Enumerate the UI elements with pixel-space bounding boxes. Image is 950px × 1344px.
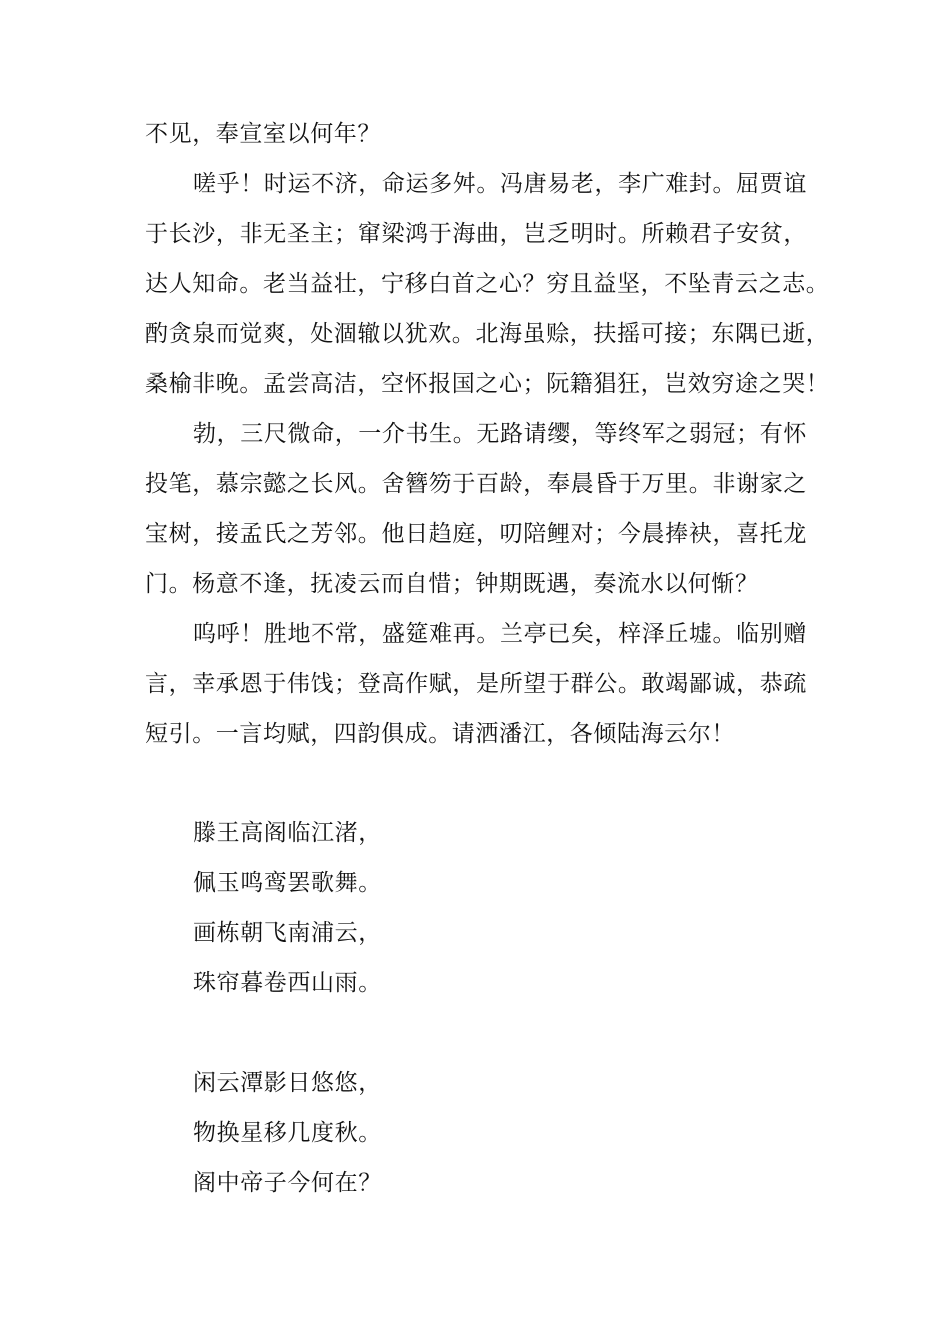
paragraph-first-line: 勃，三尺微命，一介书生。无路请缨，等终军之弱冠；有怀 xyxy=(193,421,807,447)
text-line: 达人知命。老当益壮，宁移白首之心？穷且益坚，不坠青云之志。 xyxy=(145,271,830,297)
text-line: 言，幸承恩于伟饯；登高作赋，是所望于群公。敢竭鄙诚，恭疏 xyxy=(145,671,807,697)
poem-line: 闲云潭影日悠悠， xyxy=(193,1070,382,1096)
poem-line: 滕王高阁临江渚， xyxy=(193,820,382,846)
poem-line: 物换星移几度秋。 xyxy=(193,1120,382,1146)
text-line: 于长沙，非无圣主；窜梁鸿于海曲，岂乏明时。所赖君子安贫， xyxy=(145,221,807,247)
poem-line: 佩玉鸣鸾罢歌舞。 xyxy=(193,870,382,896)
text-line: 桑榆非晚。孟尝高洁，空怀报国之心；阮籍猖狂，岂效穷途之哭！ xyxy=(145,371,830,397)
text-line: 投笔，慕宗懿之长风。舍簪笏于百龄，奉晨昏于万里。非谢家之 xyxy=(145,471,807,497)
text-line: 酌贪泉而觉爽，处涸辙以犹欢。北海虽赊，扶摇可接；东隅已逝， xyxy=(145,321,830,347)
poem-line: 珠帘暮卷西山雨。 xyxy=(193,970,382,996)
paragraph-first-line: 嗟乎！时运不济，命运多舛。冯唐易老，李广难封。屈贾谊 xyxy=(193,171,807,197)
text-line: 不见，奉宣室以何年？ xyxy=(145,121,381,147)
poem-line: 画栋朝飞南浦云， xyxy=(193,920,382,946)
poem-line: 阁中帝子今何在？ xyxy=(193,1170,382,1196)
text-line: 短引。一言均赋，四韵俱成。请洒潘江，各倾陆海云尔！ xyxy=(145,721,735,747)
paragraph-first-line: 呜呼！胜地不常，盛筵难再。兰亭已矣，梓泽丘墟。临别赠 xyxy=(193,621,807,647)
text-line: 宝树，接孟氏之芳邻。他日趋庭，叨陪鲤对；今晨捧袂，喜托龙 xyxy=(145,521,807,547)
text-line: 门。杨意不逢，抚凌云而自惜；钟期既遇，奏流水以何惭？ xyxy=(145,571,759,597)
